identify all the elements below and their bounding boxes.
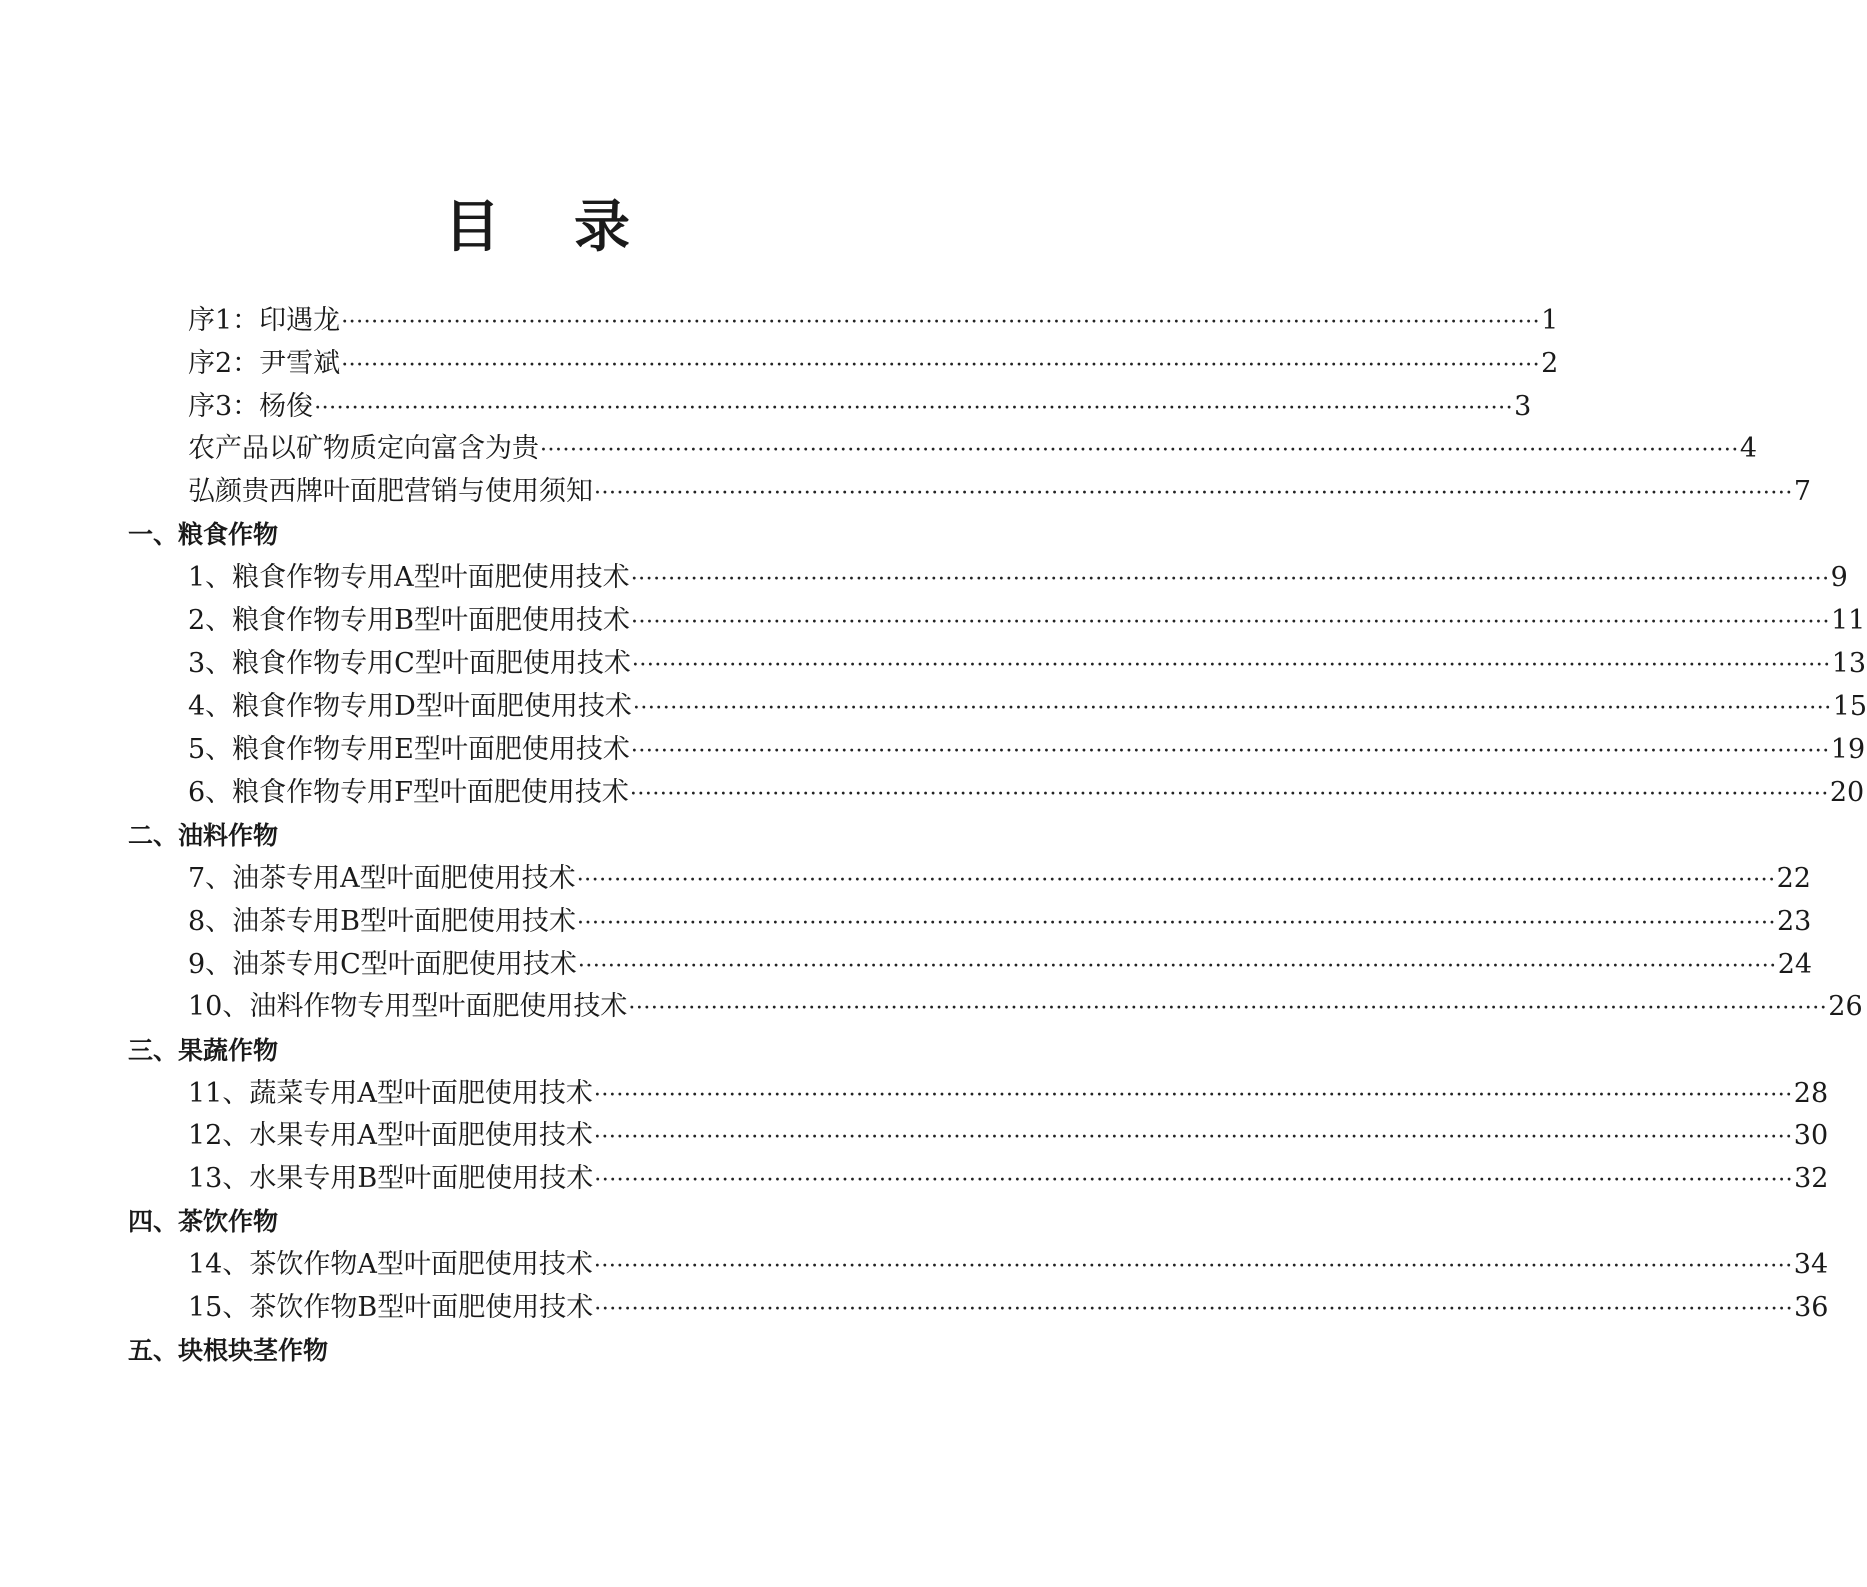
- toc-entry-page: 2: [1541, 348, 1559, 379]
- toc-entry[interactable]: [188, 604, 1866, 638]
- toc-entry-title: 序2：尹雪斌: [188, 348, 341, 379]
- page-title: [0, 196, 1074, 260]
- title-char-1: 目: [444, 195, 500, 260]
- leader-dots: ································································································································································: [628, 996, 1828, 1021]
- toc-entry-title: 3、粮食作物专用C型叶面肥使用技术: [188, 648, 631, 679]
- toc-entry[interactable]: [188, 561, 1848, 595]
- leader-dots: ································································································································································: [540, 438, 1739, 463]
- leader-dots: ································································································································································: [594, 1297, 1794, 1322]
- toc-entry-title: 序3：杨俊: [188, 391, 314, 422]
- toc-entry-title: 序1：印遇龙: [188, 305, 341, 336]
- toc-entry[interactable]: [188, 347, 1559, 381]
- leader-dots: ································································································································································: [341, 353, 1541, 378]
- section-heading[interactable]: 四、茶饮作物: [128, 1207, 279, 1236]
- toc-entry-page: 32: [1794, 1163, 1829, 1194]
- toc-entry[interactable]: [188, 862, 1811, 896]
- toc-entry[interactable]: [188, 905, 1812, 939]
- leader-dots: ································································································································································: [631, 653, 1831, 678]
- toc-entry-title: 14、茶饮作物A型叶面肥使用技术: [188, 1249, 593, 1280]
- toc-entry-page: 24: [1777, 949, 1813, 980]
- leader-dots: ································································································································································: [632, 696, 1832, 721]
- toc-entry-title: 11、蔬菜专用A型叶面肥使用技术: [188, 1078, 593, 1109]
- toc-entry-title: 10、油料作物专用型叶面肥使用技术: [188, 991, 628, 1022]
- toc-entry-page: 20: [1829, 777, 1865, 808]
- toc-entry-title: 9、油茶专用C型叶面肥使用技术: [188, 949, 577, 980]
- toc-entry[interactable]: [188, 432, 1758, 466]
- toc-entry-page: 26: [1828, 991, 1863, 1022]
- toc-entry-page: 4: [1739, 433, 1758, 464]
- toc-entry-page: 30: [1793, 1120, 1829, 1151]
- toc-entry-page: 22: [1776, 863, 1811, 894]
- leader-dots: ································································································································································: [629, 782, 1829, 807]
- toc-entry-title: 8、油茶专用B型叶面肥使用技术: [188, 906, 577, 937]
- toc-entry[interactable]: [188, 1291, 1829, 1325]
- toc-entry[interactable]: [188, 304, 1559, 338]
- toc-entry-title: 弘颜贵西牌叶面肥营销与使用须知: [188, 476, 593, 507]
- toc-entry[interactable]: [188, 690, 1867, 724]
- leader-dots: ································································································································································: [314, 396, 1514, 421]
- toc-entry-page: 9: [1830, 562, 1848, 593]
- toc-entry-page: 19: [1830, 734, 1866, 765]
- leader-dots: ································································································································································: [630, 739, 1830, 764]
- toc-entry-title: 13、水果专用B型叶面肥使用技术: [188, 1163, 594, 1194]
- leader-dots: ································································································································································: [577, 954, 1777, 979]
- section-heading[interactable]: 二、油料作物: [128, 821, 279, 850]
- leader-dots: ································································································································································: [577, 911, 1776, 936]
- toc-entry-title: 4、粮食作物专用D型叶面肥使用技术: [188, 691, 632, 722]
- toc-entry[interactable]: [188, 1119, 1829, 1153]
- toc-entry-title: 1、粮食作物专用A型叶面肥使用技术: [188, 562, 630, 593]
- toc-entry[interactable]: [188, 1077, 1829, 1111]
- toc-entry-page: 34: [1793, 1249, 1829, 1280]
- leader-dots: ································································································································································: [630, 567, 1830, 592]
- toc-entry[interactable]: [188, 990, 1863, 1024]
- leader-dots: ································································································································································: [593, 1254, 1793, 1279]
- toc-entry[interactable]: [188, 390, 1532, 424]
- toc-entry-title: 2、粮食作物专用B型叶面肥使用技术: [188, 605, 631, 636]
- leader-dots: ································································································································································: [576, 868, 1776, 893]
- section-heading[interactable]: 三、果蔬作物: [128, 1036, 279, 1065]
- toc-entry-page: 7: [1793, 476, 1812, 507]
- toc-entry-title: 5、粮食作物专用E型叶面肥使用技术: [188, 734, 630, 765]
- leader-dots: ································································································································································: [631, 610, 1830, 635]
- toc-entry[interactable]: [188, 475, 1812, 509]
- toc-entry-page: 11: [1830, 605, 1866, 636]
- toc-entry[interactable]: [188, 948, 1813, 982]
- leader-dots: ································································································································································: [341, 310, 1541, 335]
- leader-dots: ································································································································································: [594, 481, 1793, 506]
- section-heading[interactable]: 五、块根块茎作物: [128, 1336, 329, 1365]
- section-heading[interactable]: 一、粮食作物: [128, 520, 279, 549]
- toc-entry-title: 6、粮食作物专用F型叶面肥使用技术: [188, 777, 629, 808]
- toc-entry-title: 15、茶饮作物B型叶面肥使用技术: [188, 1292, 594, 1323]
- toc-entry-page: 13: [1831, 648, 1867, 679]
- toc-entry[interactable]: [188, 733, 1866, 767]
- toc-entry[interactable]: [188, 647, 1867, 681]
- toc-entry-page: 28: [1793, 1078, 1829, 1109]
- toc-entry-page: 15: [1832, 691, 1867, 722]
- leader-dots: ································································································································································: [593, 1083, 1793, 1108]
- toc-entry-title: 12、水果专用A型叶面肥使用技术: [188, 1120, 593, 1151]
- toc-entry-page: 36: [1794, 1292, 1829, 1323]
- toc-entry[interactable]: [188, 1162, 1829, 1196]
- leader-dots: ································································································································································: [593, 1125, 1793, 1150]
- toc-entry[interactable]: [188, 776, 1865, 810]
- toc-entry-title: 7、油茶专用A型叶面肥使用技术: [188, 863, 576, 894]
- toc-entry-page: 3: [1514, 391, 1532, 422]
- toc-entry-page: 1: [1541, 305, 1559, 336]
- title-char-2: 录: [574, 195, 630, 260]
- toc-entry-title: 农产品以矿物质定向富含为贵: [188, 433, 539, 464]
- leader-dots: ································································································································································: [594, 1168, 1794, 1193]
- toc-entry[interactable]: [188, 1248, 1829, 1282]
- toc-entry-page: 23: [1776, 906, 1812, 937]
